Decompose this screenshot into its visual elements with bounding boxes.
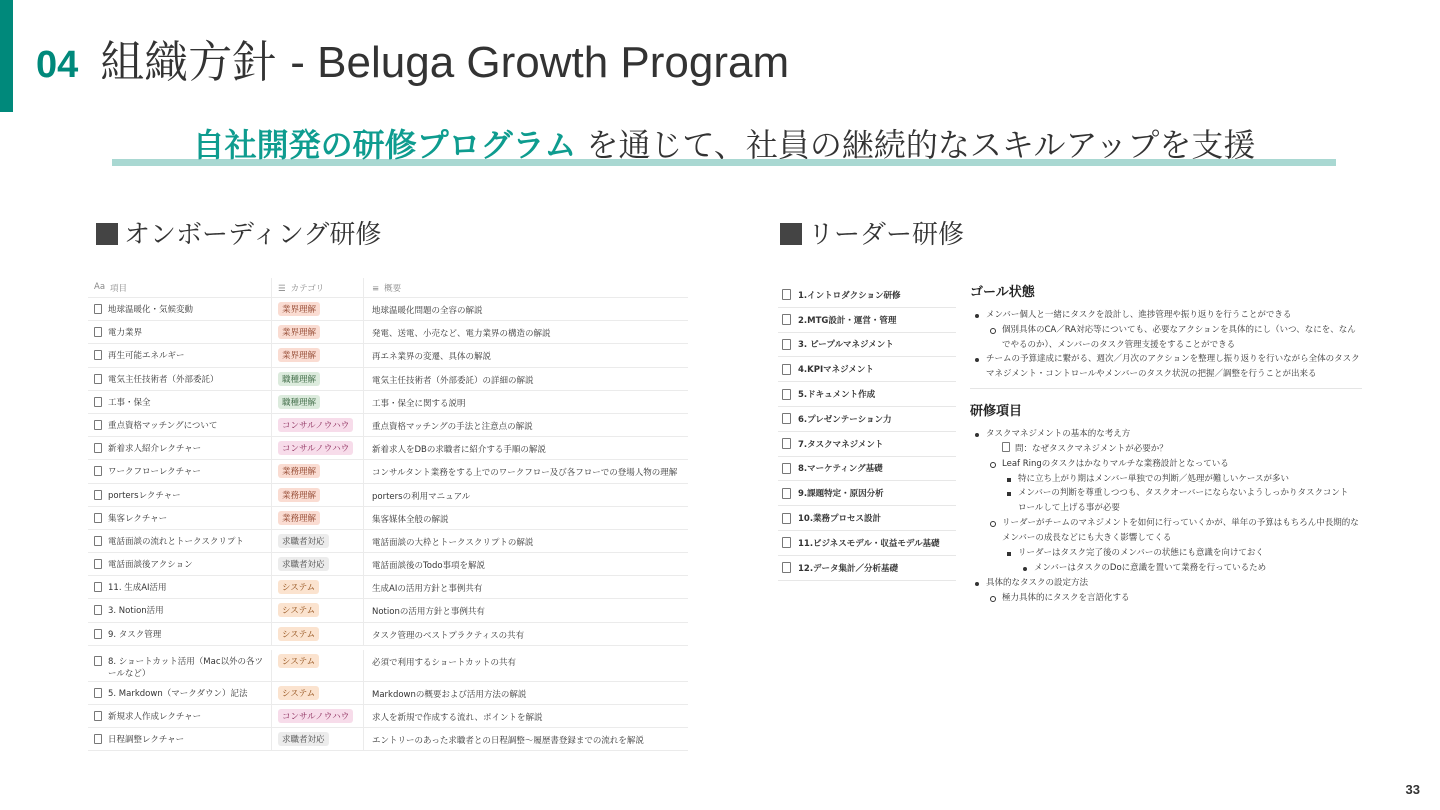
goal-bullet: メンバー個人と一緒にタスクを設計し、進捗管理や振り返りを行うことができる [970, 308, 1362, 323]
document-icon [94, 605, 102, 615]
course-list-item[interactable] [778, 283, 956, 308]
document-icon [94, 513, 102, 523]
square-bullet-icon [96, 223, 118, 245]
divider [970, 388, 1362, 389]
course-list-label: 6.プレゼンテーション力 [798, 414, 892, 425]
course-list-label: 9.課題特定・原因分析 [798, 489, 884, 500]
course-list-label: 10.業務プロセス設計 [798, 514, 882, 525]
row-summary: 集客媒体全般の解説 [372, 514, 449, 525]
accent-bar [0, 0, 13, 112]
document-icon [94, 734, 102, 744]
document-icon [782, 364, 791, 375]
document-icon [94, 350, 102, 360]
column-header-title: 項目 [110, 284, 128, 294]
row-summary: コンサルタント業務をする上でのワークフロー及び各フローでの登場人物の理解 [372, 468, 678, 479]
training-heading: 研修項目 [970, 404, 1023, 420]
row-summary: 生成AIの活用方針と事例共有 [372, 584, 483, 595]
goal-sub-bullet: 個別具体のCA／RA対応等についても、必要なアクションを具体的にし（いつ、なにを、なんでやるのか）、メンバーのタスク管理支援をすることができる [970, 323, 1362, 353]
table-row[interactable] [88, 460, 688, 483]
table-row[interactable] [88, 344, 688, 367]
row-title: 9. タスク管理 [108, 629, 162, 640]
document-icon [94, 711, 102, 721]
row-summary: 発電、送電、小売など、電力業界の構造の解説 [372, 329, 551, 340]
category-tag: 求職者対応 [278, 557, 329, 571]
table-row[interactable] [88, 368, 688, 391]
row-title: 11. 生成AI活用 [108, 583, 167, 594]
page-number: 33 [1405, 782, 1420, 797]
row-title: ワークフローレクチャー [108, 467, 201, 478]
row-title: 3. Notion活用 [108, 606, 164, 617]
course-list-item[interactable] [778, 556, 956, 581]
table-row[interactable] [88, 705, 688, 728]
leader-course-list [778, 283, 956, 581]
table-row[interactable] [88, 414, 688, 437]
table-row[interactable] [88, 298, 688, 321]
training-sub-bullet: 極力具体的にタスクを言語化する [970, 591, 1362, 606]
section-number: 04 [36, 44, 79, 86]
row-summary: 新着求人をDBの求職者に紹介する手順の解説 [372, 445, 546, 456]
text-type-icon: Aa [94, 282, 106, 292]
list-icon: ☰ [278, 284, 286, 294]
document-icon [94, 629, 102, 639]
category-tag: システム [278, 654, 319, 668]
training-deep-bullet: メンバーはタスクのDoに意識を置いて業務を行っているため [970, 561, 1362, 576]
document-icon [782, 562, 791, 573]
course-list-item[interactable] [778, 457, 956, 482]
category-tag: 職種理解 [278, 372, 320, 386]
row-summary: エントリーのあった求職者との日程調整〜履歴書登録までの流れを解説 [372, 736, 644, 747]
onboarding-heading-text: オンボーディング研修 [124, 220, 382, 250]
table-row[interactable] [88, 728, 688, 751]
document-icon [782, 413, 791, 424]
table-row[interactable] [88, 530, 688, 553]
course-list-label: 7.タスクマネジメント [798, 439, 884, 450]
table-row[interactable] [88, 484, 688, 507]
course-list-label: 12.データ集計／分析基礎 [798, 563, 899, 574]
row-title: 電話面談後アクション [108, 560, 193, 571]
course-list-item[interactable] [778, 333, 956, 358]
course-list-item[interactable] [778, 407, 956, 432]
square-bullet-icon [780, 223, 802, 245]
text-lines-icon: ≡ [372, 284, 380, 294]
training-sub-bullet: リーダーがチームのマネジメントを如何に行っていくかが、単年の予算はもちろん中長期的なメンバーの成長などにも大きく影響してくる [970, 516, 1362, 546]
table-row[interactable] [88, 646, 688, 682]
document-icon [94, 397, 102, 407]
leader-heading-text: リーダー研修 [808, 220, 965, 250]
course-list-item[interactable] [778, 531, 956, 556]
row-title: 地球温暖化・気候変動 [108, 305, 194, 315]
category-tag: 業務理解 [278, 464, 320, 478]
document-icon [782, 289, 791, 300]
category-tag: コンサルノウハウ [278, 441, 353, 455]
slide-title [36, 26, 789, 86]
document-icon [782, 389, 791, 400]
category-tag: 業界理解 [278, 348, 320, 362]
document-icon [782, 314, 791, 325]
table-row[interactable] [88, 321, 688, 344]
row-title: 集客レクチャー [108, 513, 168, 524]
row-summary: portersの利用マニュアル [372, 491, 471, 502]
table-row[interactable] [88, 576, 688, 599]
goal-bullet: チームの予算達成に繋がる、週次／月次のアクションを整理し振り返りを行いながら全体のタスクマネジメント・コントロールやメンバーのタスク状況の把握／調整を行うことが出来る [970, 352, 1362, 382]
onboarding-table [88, 278, 688, 751]
course-list-item[interactable] [778, 357, 956, 382]
tagline-highlight: 自社開発の研修プログラム [192, 126, 577, 164]
document-icon [94, 688, 102, 698]
category-tag: コンサルノウハウ [278, 709, 353, 723]
course-list-item[interactable] [778, 506, 956, 531]
training-sub-sub-bullet: リーダーはタスク完了後のメンバーの状態にも意識を向けておく [970, 546, 1362, 561]
course-list-item[interactable] [778, 308, 956, 333]
course-list-label: 3. ピープルマネジメント [798, 340, 894, 351]
leader-detail-panel [970, 282, 1362, 605]
course-list-item[interactable] [778, 382, 956, 407]
row-title: 電力業界 [108, 328, 143, 339]
training-doc-link-text: 問：なぜタスクマネジメントが必要か？ [1015, 443, 1168, 454]
course-list-item[interactable] [778, 432, 956, 457]
document-icon [782, 339, 791, 350]
row-title: portersレクチャー [108, 490, 181, 501]
course-list-item[interactable] [778, 481, 956, 506]
document-icon [94, 443, 102, 453]
training-doc-link[interactable] [970, 442, 1362, 457]
document-icon [782, 513, 791, 524]
table-row[interactable] [88, 553, 688, 576]
title-main: 組織方針 [100, 37, 277, 88]
training-bullet: 具体的なタスクの設定方法 [970, 576, 1362, 591]
document-icon [1002, 442, 1010, 452]
document-icon [94, 656, 102, 666]
tagline [112, 122, 1336, 170]
document-icon [94, 374, 102, 384]
row-title: 日程調整レクチャー [108, 735, 185, 746]
training-sub-sub-bullet: 特に立ち上がり期はメンバー単独での判断／処理が難しいケースが多い [970, 472, 1362, 487]
category-tag: システム [278, 603, 319, 617]
table-row[interactable] [88, 507, 688, 530]
document-icon [782, 463, 791, 474]
document-icon [94, 304, 102, 314]
category-tag: 業界理解 [278, 325, 320, 339]
row-summary: 電話面談後のTodo事項を解説 [372, 561, 486, 572]
course-list-label: 2.MTG設計・運営・管理 [798, 315, 897, 326]
document-icon [782, 438, 791, 449]
document-icon [94, 559, 102, 569]
table-row[interactable] [88, 682, 688, 705]
row-summary: 電気主任技術者（外部委託）の詳細の解説 [372, 375, 534, 386]
category-tag: 求職者対応 [278, 732, 329, 746]
table-row[interactable] [88, 391, 688, 414]
row-summary: 地球温暖化問題の全容の解説 [372, 306, 483, 316]
row-title: 再生可能エネルギー [108, 351, 185, 362]
row-title: 工事・保全 [108, 397, 151, 408]
course-list-label: 8.マーケティング基礎 [798, 464, 883, 475]
table-row[interactable] [88, 599, 688, 622]
category-tag: 求職者対応 [278, 534, 329, 548]
document-icon [94, 582, 102, 592]
row-title: 重点資格マッチングについて [108, 420, 218, 431]
row-summary: Markdownの概要および活用方法の解説 [372, 689, 527, 700]
document-icon [782, 537, 791, 548]
row-summary: 再エネ業界の変遷、具体の解説 [372, 352, 492, 363]
course-list-label: 5.ドキュメント作成 [798, 390, 876, 401]
course-list-label: 11.ビジネスモデル・収益モデル基礎 [798, 538, 940, 549]
document-icon [94, 536, 102, 546]
document-icon [94, 466, 102, 476]
category-tag: コンサルノウハウ [278, 418, 353, 432]
row-summary: Notionの活用方針と事例共有 [372, 607, 485, 618]
category-tag: 職種理解 [278, 395, 320, 409]
goal-heading: ゴール状態 [970, 285, 1035, 300]
category-tag: 業界理解 [278, 302, 320, 316]
document-icon [782, 488, 791, 499]
row-summary: タスク管理のベストプラクティスの共有 [372, 630, 525, 641]
course-list-label: 1.イントロダクション研修 [798, 290, 901, 301]
row-summary: 工事・保全に関する説明 [372, 398, 466, 409]
column-header-summary: 概要 [384, 284, 402, 294]
row-title: 電気主任技術者（外部委託） [108, 374, 219, 385]
row-title: 電話面談の流れとトークスクリプト [108, 536, 244, 547]
category-tag: 業務理解 [278, 511, 320, 525]
training-sub-bullet: Leaf Ringのタスクはかなりマルチな業務設計となっている [970, 457, 1362, 472]
training-sub-sub-bullet: メンバーの判断を尊重しつつも、タスクオーバーにならないようしっかりタスクコントロールして上げる事が必要 [970, 486, 1362, 516]
column-header-category: カテゴリ [290, 284, 325, 294]
table-row[interactable] [88, 623, 688, 646]
training-bullet: タスクマネジメントの基本的な考え方 [970, 427, 1362, 442]
category-tag: 業務理解 [278, 488, 320, 502]
document-icon [94, 420, 102, 430]
row-title: 新着求人紹介レクチャー [108, 444, 202, 455]
course-list-label: 4.KPIマネジメント [798, 365, 874, 376]
tagline-rest: を通じて、社員の継続的なスキルアップを支援 [586, 126, 1256, 164]
row-summary: 求人を新規で作成する流れ、ポイントを解説 [372, 713, 543, 723]
onboarding-heading [96, 214, 381, 251]
title-sub: - Beluga Growth Program [290, 38, 790, 87]
row-title: 5. Markdown（マークダウン）記法 [108, 688, 248, 699]
document-icon [94, 327, 102, 337]
table-header-row [88, 278, 688, 298]
row-title: 8. ショートカット活用（Mac以外の各ツールなど） [108, 656, 264, 680]
row-summary: 必須で利用するショートカットの共有 [372, 657, 516, 668]
row-summary: 電話面談の大枠とトークスクリプトの解説 [372, 537, 534, 548]
document-icon [94, 490, 102, 500]
leader-heading [780, 214, 964, 251]
row-title: 新規求人作成レクチャー [108, 712, 202, 722]
category-tag: システム [278, 580, 319, 594]
category-tag: システム [278, 627, 319, 641]
table-row[interactable] [88, 437, 688, 460]
category-tag: システム [278, 686, 319, 700]
row-summary: 重点資格マッチングの手法と注意点の解説 [372, 421, 533, 432]
